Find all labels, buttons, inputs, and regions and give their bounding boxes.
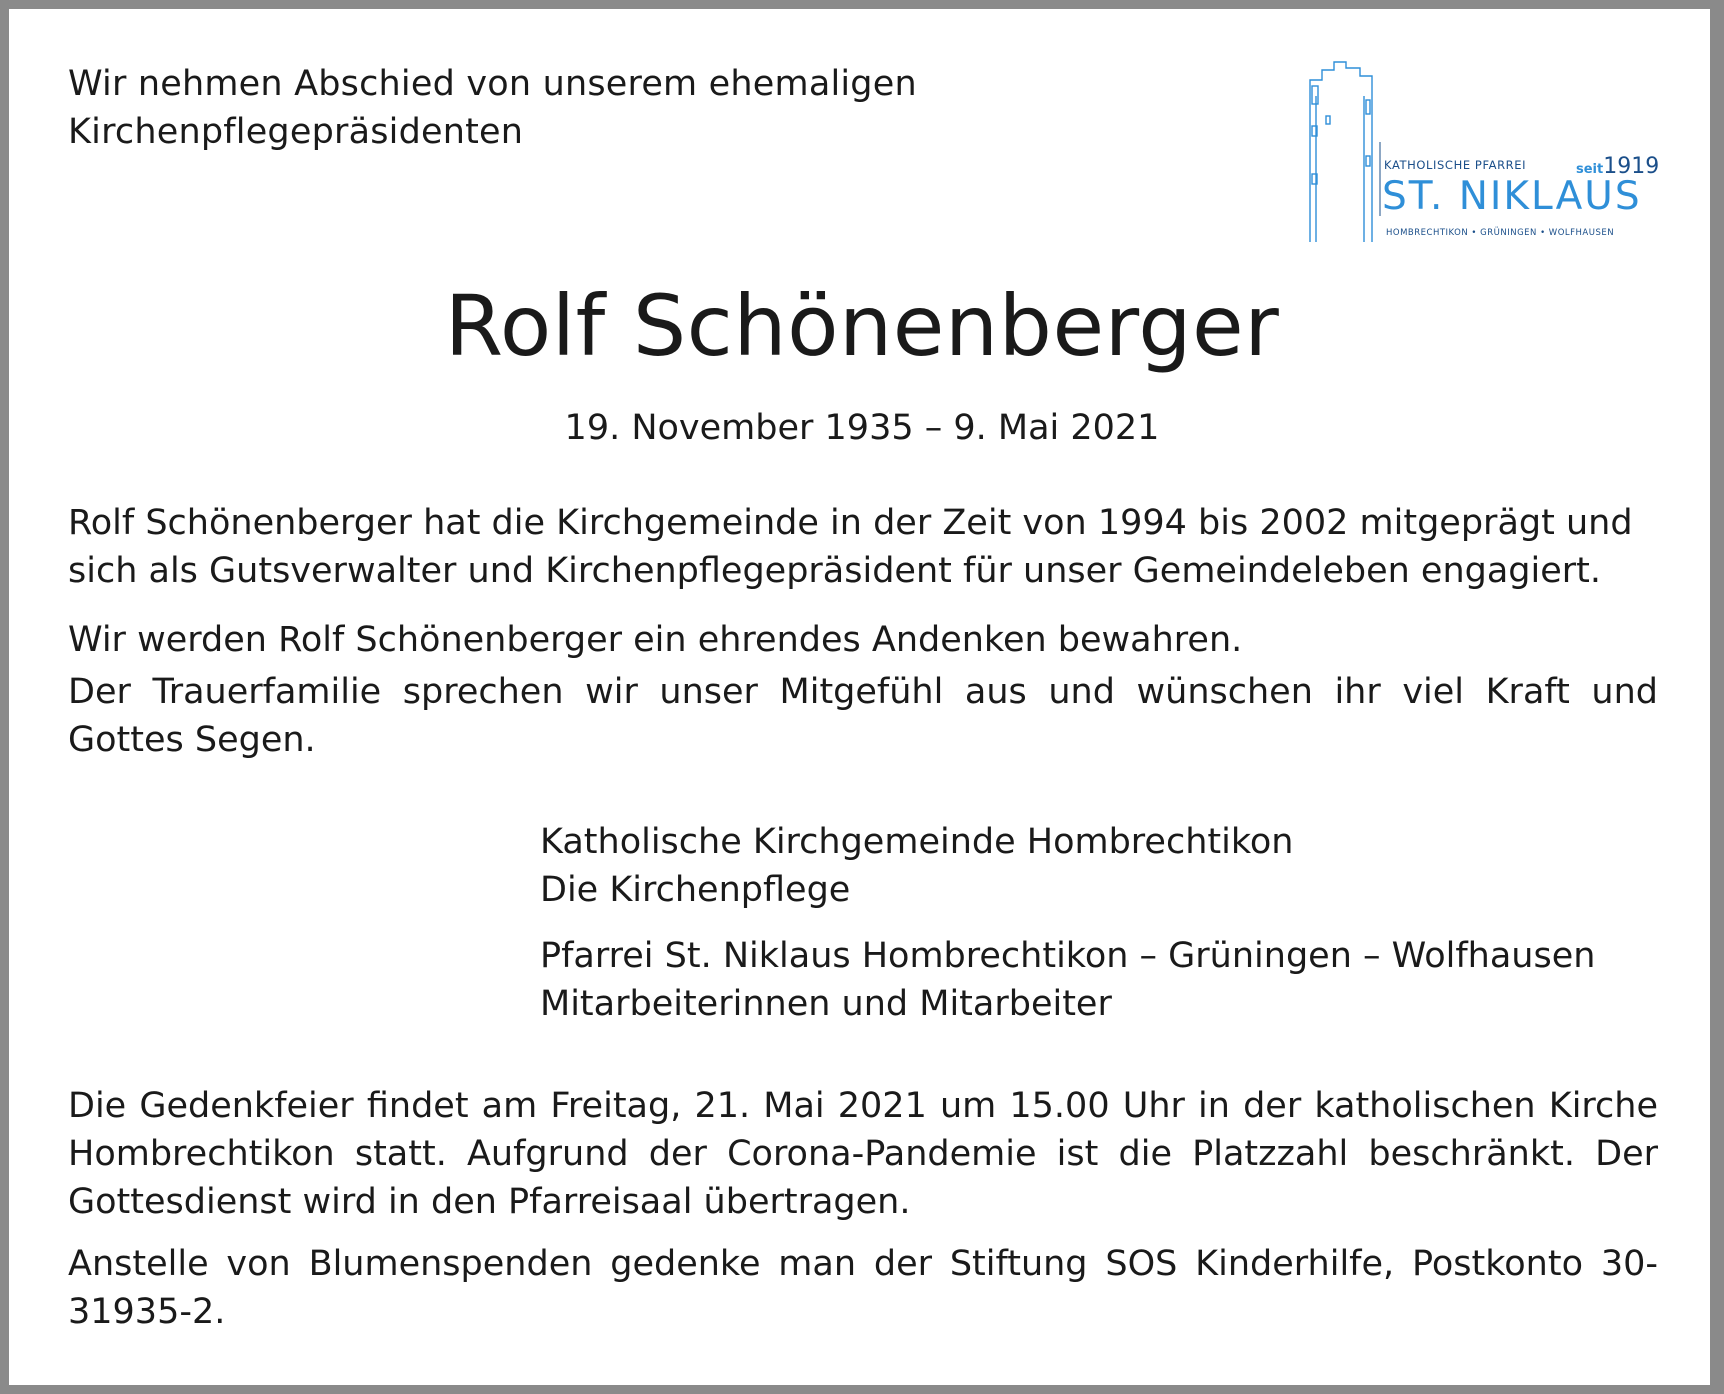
intro-text [68, 60, 1068, 156]
signature-block-1 [540, 818, 1670, 914]
signature-1-line-1: Katholische Kirchgemeinde Hombrechtikon [540, 822, 1294, 862]
signature-block-2 [540, 932, 1670, 1028]
intro-line-2: Kirchenpflegepräsidenten [68, 112, 524, 152]
paragraph-2: Wir werden Rolf Schönenberger ein ehrendes Andenken bewahren. [68, 620, 1243, 660]
logo-name: ST. NIKLAUS [1382, 174, 1642, 219]
logo-label-top: KATHOLISCHE PFARREI [1384, 158, 1527, 172]
intro-line-1: Wir nehmen Abschied von unserem ehemaligen [68, 64, 917, 104]
logo-seit: seit [1576, 162, 1604, 177]
signature-2-line-2: Mitarbeiterinnen und Mitarbeiter [540, 984, 1112, 1024]
signature-1-line-2: Die Kirchenpflege [540, 870, 851, 910]
life-dates: 19. November 1935 – 9. Mai 2021 [564, 408, 1160, 448]
paragraph-1-line-1: Rolf Schönenberger hat die Kirchgemeinde in der Zeit von 1994 bis 2002 mitgeprägt und [68, 503, 1633, 543]
logo-year-number: 1919 [1603, 154, 1660, 179]
paragraph-donation: Anstelle von Blumenspenden gedenke man der Stiftung SOS Kinderhilfe, Postkonto 30-31935-2. [68, 1244, 1658, 1332]
deceased-name: Rolf Schönenberger [444, 277, 1280, 375]
paragraph-1-line-2: sich als Gutsverwalter und Kirchenpflegepräsident für unser Gemeindeleben engagiert. [68, 551, 1602, 591]
paragraph-3: Der Trauerfamilie sprechen wir unser Mitgefühl aus und wünschen ihr viel Kraft und Gottes Segen. [68, 672, 1658, 760]
parish-logo [1302, 56, 1660, 242]
logo-places: HOMBRECHTIKON • GRÜNINGEN • WOLFHAUSEN [1386, 228, 1615, 238]
paragraph-1 [68, 499, 1658, 595]
signature-2-line-1: Pfarrei St. Niklaus Hombrechtikon – Grüningen – Wolfhausen [540, 936, 1596, 976]
paragraph-memorial: Die Gedenkfeier findet am Freitag, 21. Mai 2021 um 15.00 Uhr in der katholischen Kirche Hombrechtikon statt. Aufgrund der Corona-Pandemie ist die Platzzahl beschränkt. Der Gottesdienst wird in den Pfarreisaal übertragen. [68, 1086, 1658, 1222]
